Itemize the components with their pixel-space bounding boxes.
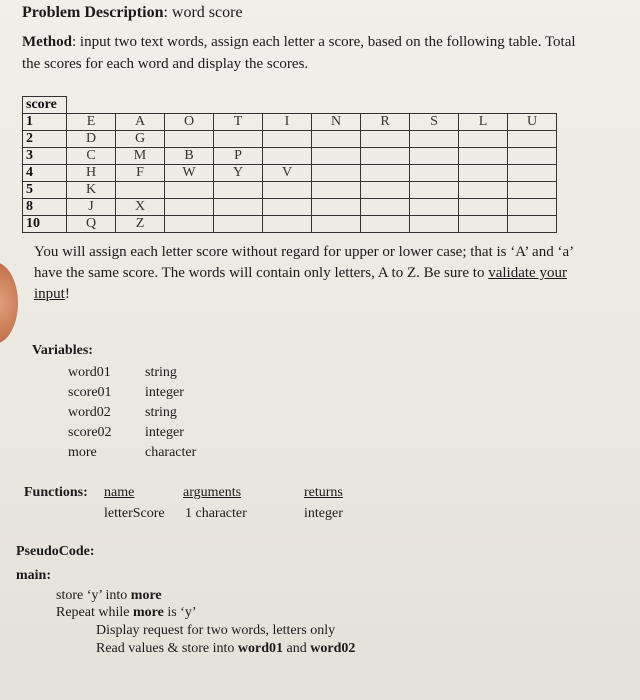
- letter-cell: L: [459, 114, 508, 131]
- letter-cell: M: [116, 148, 165, 165]
- method-paragraph: Method: input two text words, assign each letter a score, based on the following table. Total the scores for each word and display the scores.: [22, 34, 576, 72]
- letter-cell: [263, 216, 312, 233]
- variable-type: character: [145, 445, 197, 460]
- letter-cell: [312, 148, 361, 165]
- letter-cell: [361, 216, 410, 233]
- score-table-header: score: [23, 97, 67, 114]
- letter-cell: [459, 165, 508, 182]
- variable-row: [68, 425, 184, 441]
- letter-cell: [361, 199, 410, 216]
- main-label: main:: [16, 568, 51, 583]
- letter-cell: E: [67, 114, 116, 131]
- score-value: 5: [23, 182, 67, 199]
- variable-name: score02: [68, 425, 112, 440]
- letter-cell: [508, 216, 557, 233]
- functions-header-returns: returns: [304, 485, 343, 500]
- letter-cell: [459, 182, 508, 199]
- letter-cell: [459, 148, 508, 165]
- letter-cell: [214, 131, 263, 148]
- variable-name: word01: [68, 365, 111, 380]
- instructions-paragraph: You will assign each letter score without regard for upper or lower case; that is ‘A’ and ‘a’ have the same score. The words will contain only letters, A to Z. Be sure to validate your input!: [34, 244, 573, 302]
- score-value: 3: [23, 148, 67, 165]
- score-value: 4: [23, 165, 67, 182]
- pseudocode-line-1: store ‘y’ into more: [56, 588, 162, 603]
- letter-cell: [508, 182, 557, 199]
- letter-cell: [263, 131, 312, 148]
- variables-heading: Variables:: [32, 343, 93, 358]
- letter-cell: O: [165, 114, 214, 131]
- pseudocode-line-2: Repeat while more is ‘y’: [56, 605, 197, 620]
- score-row: [23, 165, 557, 182]
- letter-cell: [459, 216, 508, 233]
- letter-cell: W: [165, 165, 214, 182]
- variable-row: [68, 385, 184, 401]
- letter-cell: [361, 165, 410, 182]
- function-arguments: 1 character: [185, 506, 247, 521]
- letter-cell: [361, 148, 410, 165]
- letter-cell: [165, 182, 214, 199]
- letter-cell: P: [214, 148, 263, 165]
- score-table: [22, 96, 557, 233]
- letter-cell: [214, 216, 263, 233]
- score-value: 2: [23, 131, 67, 148]
- letter-cell: [410, 131, 459, 148]
- letter-cell: Z: [116, 216, 165, 233]
- letter-cell: [214, 199, 263, 216]
- letter-cell: [508, 199, 557, 216]
- letter-cell: B: [165, 148, 214, 165]
- score-row: [23, 131, 557, 148]
- variable-type: integer: [145, 385, 184, 400]
- page-title: Problem Description: word score: [22, 4, 243, 21]
- score-row: [23, 182, 557, 199]
- variable-row: [68, 365, 177, 381]
- letter-cell: [410, 182, 459, 199]
- letter-cell: G: [116, 131, 165, 148]
- variable-name: word02: [68, 405, 111, 420]
- letter-cell: U: [508, 114, 557, 131]
- letter-cell: Q: [67, 216, 116, 233]
- letter-cell: [508, 131, 557, 148]
- letter-cell: [459, 131, 508, 148]
- score-value: 1: [23, 114, 67, 131]
- letter-cell: V: [263, 165, 312, 182]
- letter-cell: Y: [214, 165, 263, 182]
- letter-cell: [508, 165, 557, 182]
- letter-cell: [410, 148, 459, 165]
- score-value: 10: [23, 216, 67, 233]
- variable-name: score01: [68, 385, 112, 400]
- letter-cell: R: [361, 114, 410, 131]
- letter-cell: K: [67, 182, 116, 199]
- score-row: [23, 199, 557, 216]
- letter-cell: [312, 165, 361, 182]
- variable-type: string: [145, 405, 177, 420]
- letter-cell: D: [67, 131, 116, 148]
- letter-cell: [361, 131, 410, 148]
- score-value: 8: [23, 199, 67, 216]
- function-returns: integer: [304, 506, 343, 521]
- letter-cell: [165, 199, 214, 216]
- variable-row: [68, 405, 177, 421]
- letter-cell: T: [214, 114, 263, 131]
- letter-cell: H: [67, 165, 116, 182]
- function-name: letterScore: [104, 506, 165, 521]
- pseudocode-heading: PseudoCode:: [16, 544, 95, 559]
- letter-cell: [312, 216, 361, 233]
- score-row: [23, 114, 557, 131]
- variable-row: [68, 445, 196, 461]
- pseudocode-line-4: Read values & store into word01 and word02: [96, 641, 356, 656]
- letter-cell: X: [116, 199, 165, 216]
- letter-cell: [508, 148, 557, 165]
- letter-cell: [263, 182, 312, 199]
- letter-cell: [263, 148, 312, 165]
- letter-cell: [263, 199, 312, 216]
- letter-cell: [214, 182, 263, 199]
- pseudocode-line-3: Display request for two words, letters only: [96, 623, 336, 638]
- letter-cell: [312, 131, 361, 148]
- letter-cell: S: [410, 114, 459, 131]
- letter-cell: C: [67, 148, 116, 165]
- score-row: [23, 216, 557, 233]
- letter-cell: [361, 182, 410, 199]
- letter-cell: [459, 199, 508, 216]
- letter-cell: F: [116, 165, 165, 182]
- letter-cell: [116, 182, 165, 199]
- letter-cell: [410, 165, 459, 182]
- variable-name: more: [68, 445, 97, 460]
- letter-cell: [312, 199, 361, 216]
- letter-cell: [165, 216, 214, 233]
- validate-input-text: validate your input: [34, 265, 567, 302]
- letter-cell: I: [263, 114, 312, 131]
- letter-cell: N: [312, 114, 361, 131]
- score-table-header-spacer: [67, 97, 557, 114]
- letter-cell: [165, 131, 214, 148]
- functions-heading: Functions:: [24, 485, 88, 500]
- variable-type: integer: [145, 425, 184, 440]
- letter-cell: A: [116, 114, 165, 131]
- variable-type: string: [145, 365, 177, 380]
- letter-cell: [410, 216, 459, 233]
- letter-cell: [410, 199, 459, 216]
- letter-cell: [312, 182, 361, 199]
- score-row: [23, 148, 557, 165]
- letter-cell: J: [67, 199, 116, 216]
- functions-header-name: name: [104, 485, 135, 500]
- thumb-photo-artifact: [0, 262, 18, 344]
- functions-header-arguments: arguments: [183, 485, 242, 500]
